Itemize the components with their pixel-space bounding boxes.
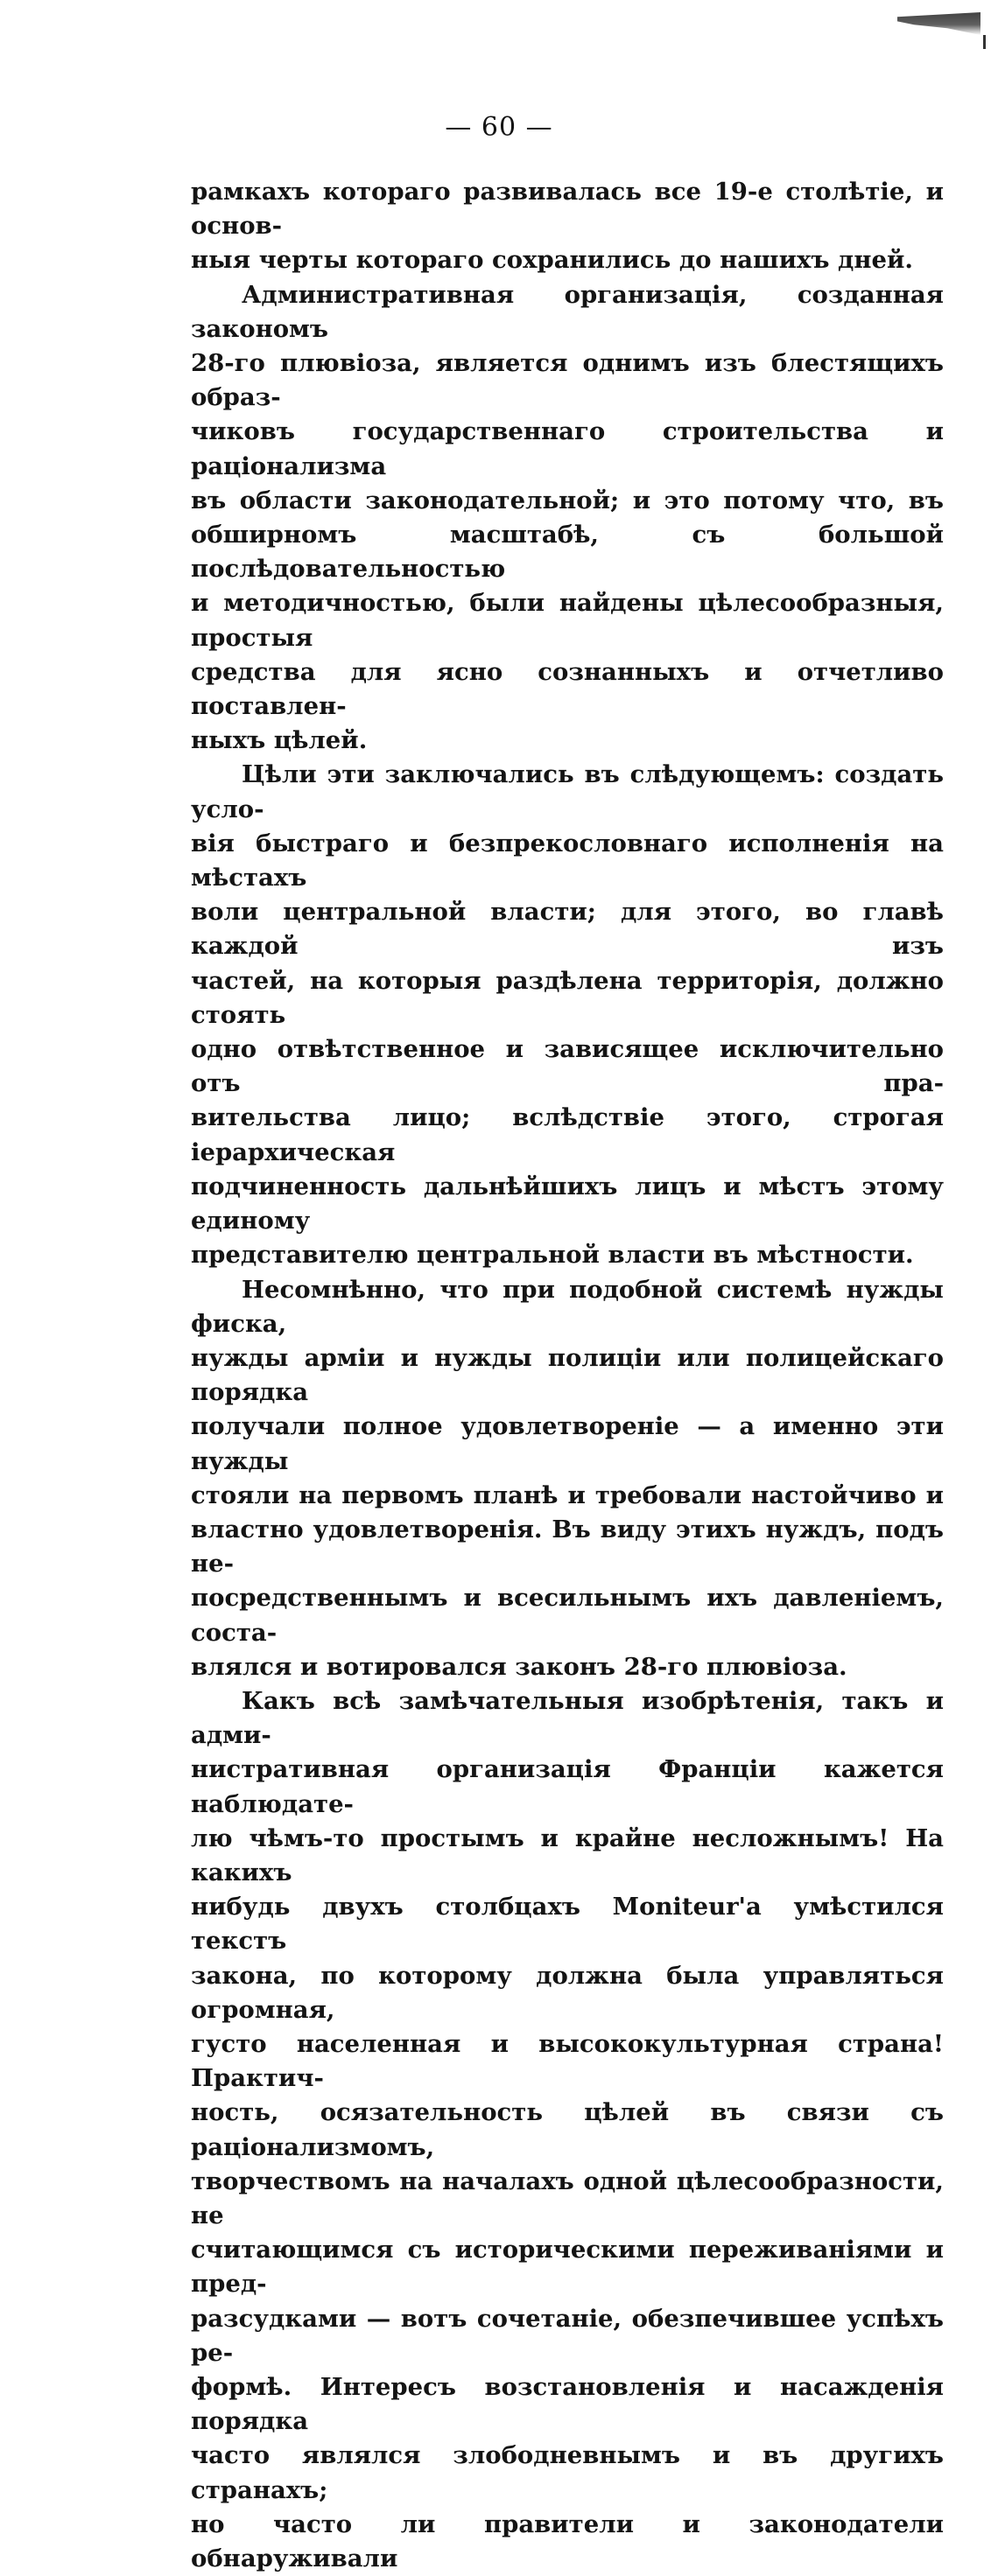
body-text xyxy=(191,175,944,2576)
page-number: — 60 — xyxy=(445,112,553,143)
text-line: ныхъ цѣлей. xyxy=(191,726,368,755)
text-line: густо населенная и высококультурная страна! Практич- xyxy=(191,2029,944,2093)
text-line: ность, осязательность цѣлей въ связи съ раціонализмомъ, xyxy=(191,2098,944,2161)
text-line: обширномъ масштабѣ, съ большой послѣдовательностью xyxy=(191,521,944,584)
text-line: представителю центральной власти въ мѣстности. xyxy=(191,1241,914,1270)
text-line: частей, на которыя раздѣлена территорія, должно стоять xyxy=(191,966,944,1029)
text-line: разсудками — вотъ сочетаніе, обезпечившее успѣхъ ре- xyxy=(191,2304,944,2367)
text-line: вительства лицо; вслѣдствіе этого, строгая іерархическая xyxy=(191,1103,944,1166)
scan-corner-mark-tick xyxy=(983,35,986,49)
text-line: стояли на первомъ планѣ и требовали настойчиво и xyxy=(191,1480,944,1509)
text-line: вія быстраго и безпрекословнаго исполненія на мѣстахъ xyxy=(191,829,944,892)
text-line: Цѣли эти заключались въ слѣдующемъ: создать усло- xyxy=(191,760,944,823)
text-line: творчествомъ на началахъ одной цѣлесообразности, не xyxy=(191,2166,944,2230)
text-line: подчиненность дальнѣйшихъ лицъ и мѣстъ этому единому xyxy=(191,1172,944,1236)
text-line: посредственнымъ и всесильнымъ ихъ давленіемъ, соста- xyxy=(191,1584,944,1647)
text-line: ныя черты котораго сохранились до нашихъ дней. xyxy=(191,246,913,275)
text-line: влялся и вотировался законъ 28-го плювіоза. xyxy=(191,1652,847,1681)
text-line: формѣ. Интересъ возстановленія и насажденія порядка xyxy=(191,2373,944,2436)
text-line: часто являлся злободневнымъ и въ другихъ странахъ; xyxy=(191,2441,944,2504)
text-line: но часто ли правители и законодатели обнаруживали xyxy=(191,2510,944,2573)
text-line: воли центральной власти; для этого, во главѣ каждой изъ xyxy=(191,898,944,961)
text-line: нистративная организація Франціи кажется наблюдате- xyxy=(191,1755,944,1818)
text-line: рамкахъ котораго развивалась все 19-е столѣтіе, и основ- xyxy=(191,178,944,241)
text-line: нужды арміи и нужды полиціи или полицейскаго порядка xyxy=(191,1343,944,1407)
text-line: 28-го плювіоза, является однимъ изъ блестящихъ образ- xyxy=(191,349,944,412)
text-line: одно отвѣтственное и зависящее исключительно отъ пра- xyxy=(191,1035,944,1098)
text-line: въ области законодательной; и это потому что, въ xyxy=(191,486,944,514)
text-line: считающимся съ историческими переживаніями и пред- xyxy=(191,2236,944,2299)
text-line: закона, по которому должна была управляться огромная, xyxy=(191,1961,944,2024)
text-line: получали полное удовлетвореніе — а именно эти нужды xyxy=(191,1412,944,1475)
text-line: Какъ всѣ замѣчательныя изобрѣтенія, такъ и адми- xyxy=(191,1686,944,1750)
text-line: Административная организація, созданная закономъ xyxy=(191,280,944,343)
text-line: чиковъ государственнаго строительства и раціонализма xyxy=(191,417,944,480)
scan-corner-mark xyxy=(897,12,980,35)
text-line: средства для ясно сознанныхъ и отчетливо поставлен- xyxy=(191,657,944,721)
text-line: Несомнѣнно, что при подобной системѣ нужды фиска, xyxy=(191,1275,944,1338)
text-line: и методичностью, были найдены цѣлесообразныя, простыя xyxy=(191,589,944,652)
text-line: лю чѣмъ-то простымъ и крайне несложнымъ! На какихъ xyxy=(191,1824,944,1886)
text-line: властно удовлетворенія. Въ виду этихъ нуждъ, подъ не- xyxy=(191,1515,944,1578)
text-line: нибудь двухъ столбцахъ Moniteur'a умѣстился текстъ xyxy=(191,1893,944,1956)
